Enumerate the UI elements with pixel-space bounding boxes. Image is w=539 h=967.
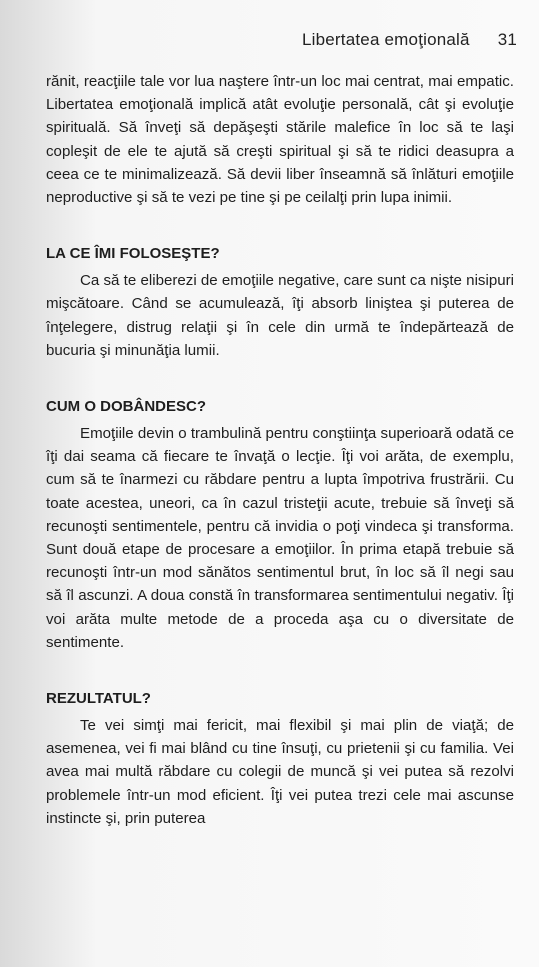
running-title: Libertatea emoţională bbox=[301, 30, 470, 49]
intro-paragraph: rănit, reacţiile tale vor lua naştere într-un loc mai centrat, mai empatic. Libertatea emoţională implică atât evoluţie personală, cât şi evoluţie spirituală. Să înveţi să depăşeşti stările malefice în loc să te laşi copleşit de ele te ajută să creşti spiritual şi să te ridici deasupra a ceea ce te minimalizează. Să devii liber înseamnă să înlături emoţiile neproductive şi să te vezi pe tine şi pe ceilalţi prin lupa inimii. bbox=[46, 73, 514, 207]
section-how bbox=[46, 396, 514, 654]
section-heading: REZULTATUL? bbox=[46, 690, 151, 708]
page-body bbox=[46, 70, 514, 830]
section-heading: CUM O DOBÂNDESC? bbox=[46, 398, 206, 416]
section-heading: LA CE ÎMI FOLOSEŞTE? bbox=[46, 245, 220, 263]
section-paragraph: Te vei simţi mai fericit, mai flexibil şi mai plin de viaţă; de asemenea, vei fi mai blând cu tine însuţi, cu prietenii şi cu familia. Vei avea mai multă răbdare cu colegii de muncă şi vei putea să rezolvi problemele într-un mod eficient. Îţi vei putea trezi cele mai ascunse instincte şi, prin puterea bbox=[46, 717, 514, 827]
section-benefits bbox=[46, 243, 514, 362]
section-result bbox=[46, 688, 514, 830]
section-paragraph: Emoţiile devin o trambulină pentru conştiinţa superioară odată ce îţi dai seama că fiecare te învaţă o lecţie. Îţi voi arăta, de exemplu, cum să te înarmezi cu răbdare pentru a lupta împotriva frustrării. Cu toate acestea, uneori, ca în cazul tristeţii acute, trebuie să înveţi să recunoşti sentimentele, pentru că invidia o poţi vindeca şi transforma. Sunt două etape de procesare a emoţiilor. În prima etapă trebuie să recunoşti într-un mod sănătos sentimentul brut, în loc să îl negi sau să îl ascunzi. A doua constă în transformarea sentimentului negativ. Îţi voi arăta multe metode de a proceda aşa cu o diversitate de sentimente. bbox=[46, 425, 514, 651]
section-paragraph: Ca să te eliberezi de emoţiile negative, care sunt ca nişte nisipuri mişcătoare. Când se acumulează, îţi absorb liniştea şi puterea de înţelegere, distrug relaţii şi în cele din urmă te îndepărtează de bucuria şi minunăţia lumii. bbox=[46, 272, 514, 359]
running-header bbox=[302, 30, 517, 50]
page-number: 31 bbox=[497, 30, 517, 49]
